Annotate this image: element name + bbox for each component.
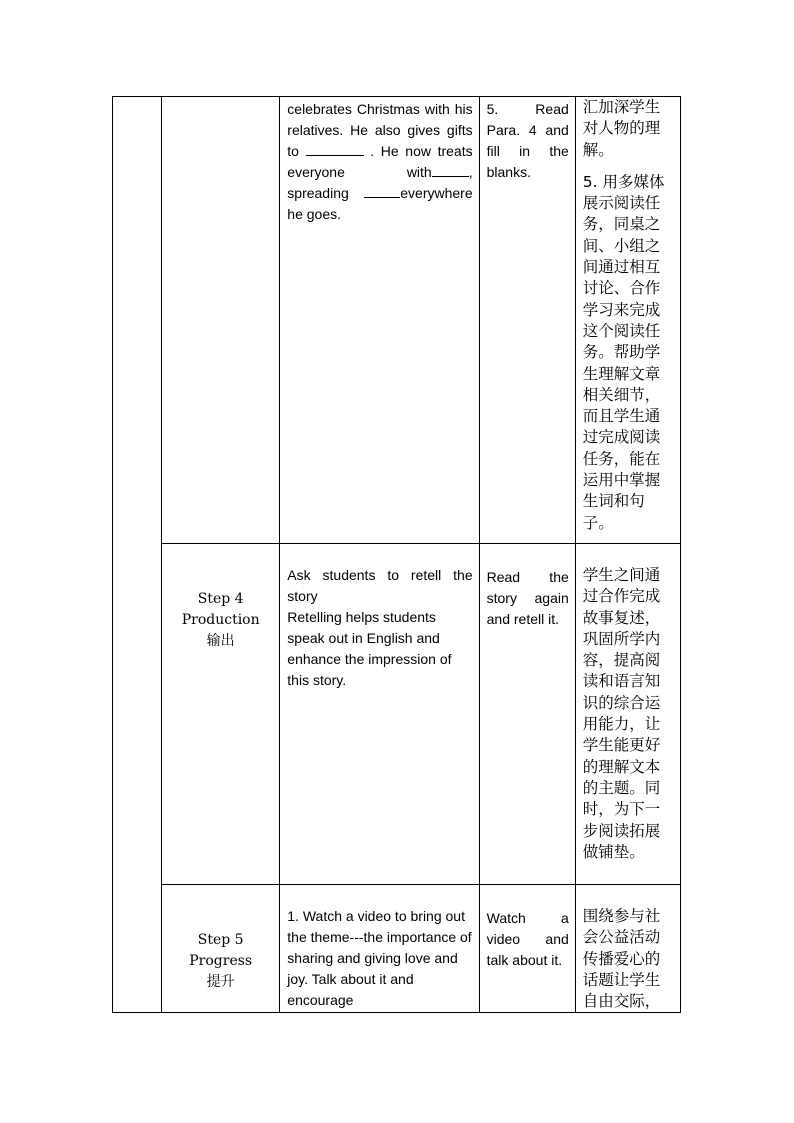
- student-activity-text: Watch a video and talk about it.: [486, 910, 569, 968]
- lesson-plan-table: [112, 96, 681, 1013]
- purpose-text: 5. 用多媒体展示阅读任务，同桌之间、小组之间通过相互讨论、合作学习来完成这个阅读任务。帮助学生理解文章相关细节，而且学生通过完成阅读任务，能在运用中掌握生词和句子。: [582, 172, 665, 532]
- teacher-activity-cell: [280, 544, 479, 885]
- step-label: Step 4 Production 输出: [181, 591, 260, 649]
- step-cell: [162, 97, 280, 544]
- student-activity-cell: [479, 97, 575, 544]
- teacher-activity-text: 1. Watch a video to bring out the theme---the importance of sharing and giving love and joy. Talk about it and encourage: [287, 908, 472, 1008]
- fill-blank: [306, 142, 364, 156]
- stage-cell: [113, 97, 162, 1013]
- teacher-activity-cell: [280, 97, 479, 544]
- student-activity-cell: [479, 885, 575, 1013]
- step-cell: [162, 885, 280, 1013]
- step-cell: [162, 544, 280, 885]
- table-row: [113, 885, 681, 1013]
- teacher-activity-text: celebrates Christmas with his relatives. He also gives gifts to . He now treats everyone with , spreading everywhere he goes.: [287, 101, 473, 222]
- student-activity-cell: [479, 544, 575, 885]
- step-label: Step 5 Progress 提升: [189, 932, 253, 990]
- purpose-text: 围绕参与社会公益活动传播爱心的话题让学生自由交际，: [582, 907, 661, 1011]
- purpose-text: 学生之间通过合作完成故事复述，巩固所学内容，提高阅读和语言知识的综合运用能力，让学生能更好的理解文本的主题。同时，为下一步阅读拓展做铺垫。: [582, 566, 661, 861]
- student-activity-text: 5. Read Para. 4 and fill in the blanks.: [486, 101, 569, 180]
- fill-blank: [364, 184, 400, 198]
- table-row: [113, 544, 681, 885]
- purpose-cell: [575, 97, 680, 544]
- teacher-activity-text: Retelling helps students speak out in English and enhance the impression of this story.: [287, 609, 452, 688]
- fill-blank: [432, 163, 469, 177]
- teacher-activity-cell: [280, 885, 479, 1013]
- teacher-activity-text: Ask students to retell the story: [287, 567, 473, 604]
- purpose-cell: [575, 885, 680, 1013]
- student-activity-text: Read the story again and retell it.: [486, 569, 569, 627]
- table-row: [113, 97, 681, 544]
- purpose-cell: [575, 544, 680, 885]
- purpose-text: 汇加深学生对人物的理解。: [582, 98, 661, 159]
